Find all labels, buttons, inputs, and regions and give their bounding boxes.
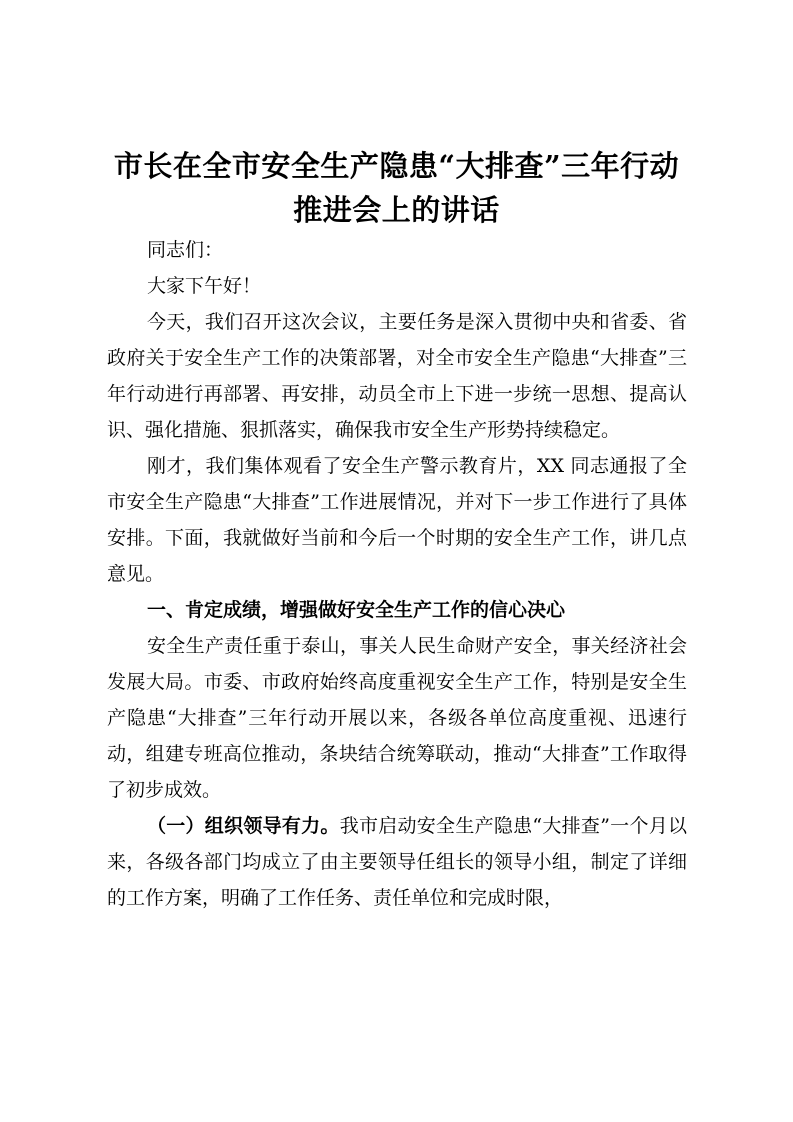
body-paragraph-1: 今天，我们召开这次会议，主要任务是深入贯彻中央和省委、省政府关于安全生产工作的决策部署，对全市安全生产隐患“大排查”三年行动进行再部署、再安排，动员全市上下进一步统一思想、提高认识、强化措施、狠抓落实，确保我市安全生产形势持续稳定。 [107,311,687,441]
body-paragraph-2: 刚才，我们集体观看了安全生产警示教育片，XX 同志通报了全市安全生产隐患“大排查”工作进展情况，并对下一步工作进行了具体安排。下面，我就做好当前和今后一个时期的安全生产工作，讲几点意见。 [107,455,687,585]
subsection-1-text: 我市启动安全生产隐患“大排查”一个月以来，各级各部门均成立了由主要领导任组长的领导小组，制定了详细的工作方案，明确了工作任务、责任单位和完成时限， [107,815,687,909]
subsection-1-paragraph [107,808,687,916]
section-heading-1: 一、肯定成绩，增强做好安全生产工作的信心决心 [147,599,566,621]
document-title-line-2: 推进会上的讲话 [293,193,500,227]
greeting: 大家下午好！ [147,275,262,297]
document-body [107,232,687,916]
section-1-paragraph: 安全生产责任重于泰山，事关人民生命财产安全，事关经济社会发展大局。市委、市政府始终高度重视安全生产工作，特别是安全生产隐患“大排查”三年行动开展以来，各级各单位高度重视、迅速行动，组建专班高位推动，条块结合统筹联动，推动“大排查”工作取得了初步成效。 [107,635,687,801]
subsection-1-lead: （一）组织领导有力。 [147,815,340,837]
document-title-line-1: 市长在全市安全生产隐患“大排查”三年行动 [113,149,680,183]
salutation: 同志们： [147,239,224,261]
